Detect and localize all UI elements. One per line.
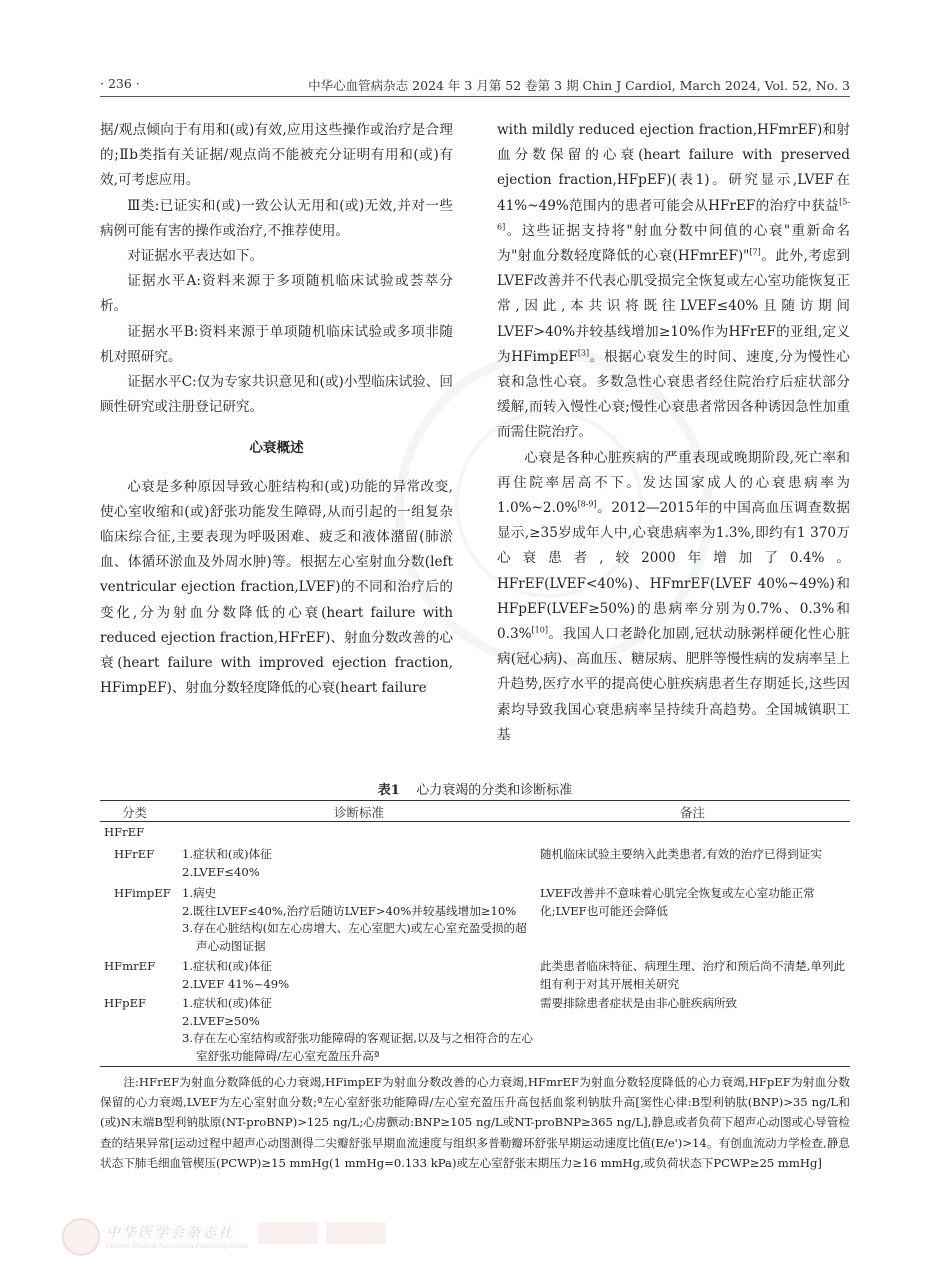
paragraph: with mildly reduced ejection fraction,HFmrEF)和射血分数保留的心衰(heart failure with preserved ejection fraction,HFpEF)(表1)。研究显示,LVEF在41%~49%范围内的患者可能会从HFrEF的治疗中获益[5-6]。这些证据支持将"射血分数中间值的心衰"重新命名为"射血分数轻度降低的心衰(HFmrEF)"[7]。此外,考虑到LVEF改善并不代表心肌受损完全恢复或左心室功能恢复正常,因此,本共识将既往LVEF≤40%且随访期间LVEF>40%并较基线增加≥10%作为HFrEF的亚组,定义为HFimpEF[3]。根据心衰发生的时间、速度,分为慢性心衰和急性心衰。多数急性心衰患者经住院治疗后症状部分缓解,而转入慢性心衰;慢性心衰患者常因各种诱因急性加重而需住院治疗。 bbox=[497, 122, 850, 441]
paragraph: 证据水平A:资料来源于多项随机临床试验或荟萃分析。 bbox=[100, 273, 453, 315]
publisher-mark-icon bbox=[258, 1222, 318, 1244]
table-cell: HFrEF bbox=[104, 825, 145, 839]
table-cell: HFimpEF bbox=[114, 886, 171, 900]
table-cell: HFrEF bbox=[114, 847, 155, 861]
citation-ref[interactable]: [8-9] bbox=[577, 499, 597, 509]
table-top-rule bbox=[100, 800, 850, 801]
column-header: 诊断标准 bbox=[334, 805, 385, 820]
paragraph: 据/观点倾向于有用和(或)有效,应用这些操作或治疗是合理的;Ⅱb类指有关证据/观点尚不能被充分证明有用和(或)有效,可考虑应用。 bbox=[100, 122, 453, 189]
table-number: 表1 bbox=[377, 783, 400, 798]
paragraph: 证据水平C:仅为专家共识意见和(或)小型临床试验、回顾性研究或注册登记研究。 bbox=[100, 374, 453, 416]
citation-ref[interactable]: [10] bbox=[531, 625, 548, 635]
table-cell: 1.症状和(或)体征 2.LVEF≤40% bbox=[182, 847, 272, 879]
paragraph: Ⅲ类:已证实和(或)一致公认无用和(或)无效,并对一些病例可能有害的操作或治疗,不推荐使用。 bbox=[100, 197, 453, 239]
table-cell: 随机临床试验主要纳入此类患者,有效的治疗已得到证实 bbox=[540, 847, 822, 861]
running-header bbox=[100, 74, 850, 96]
right-column bbox=[497, 118, 850, 748]
table-cell: 1.病史 2.既往LVEF≤40%,治疗后随访LVEF>40%并较基线增加≥10% 3.存在心脏结构(如左心房增大、左心室肥大)或左心室充盈受损的超声心动图证据 bbox=[182, 886, 527, 953]
table-caption bbox=[0, 779, 950, 798]
table-header-rule bbox=[100, 821, 850, 822]
table-cell: HFpEF bbox=[104, 996, 147, 1010]
publisher-name: 中华医学会杂志社 bbox=[106, 1225, 234, 1241]
publisher-name-en: Chinese Medical Association Publishing House bbox=[106, 1243, 249, 1250]
citation-ref[interactable]: [3] bbox=[577, 348, 590, 358]
left-column bbox=[100, 118, 453, 701]
paragraph: 对证据水平表达如下。 bbox=[127, 248, 264, 265]
journal-citation: 中华心血管病杂志 2024 年 3 月第 52 卷第 3 期 Chin J Cardiol, March 2024, Vol. 52, No. 3 bbox=[308, 78, 850, 93]
citation-ref[interactable]: [7] bbox=[749, 247, 761, 257]
publisher-mark-icon bbox=[326, 1222, 386, 1244]
table-title: 心力衰竭的分类和诊断标准 bbox=[416, 783, 573, 798]
publisher-logo bbox=[62, 1216, 372, 1258]
column-header: 分类 bbox=[122, 805, 148, 820]
paragraph: 心衰是多种原因导致心脏结构和(或)功能的异常改变,使心室收缩和(或)舒张功能发生障碍,从而引起的一组复杂临床综合征,主要表现为呼吸困难、疲乏和液体潴留(肺淤血、体循环淤血及外周水肿)等。根据左心室射血分数(left ventricular ejection fraction,LVEF)的不同和治疗后的变化,分为射血分数降低的心衰(heart failure with reduced ejection fraction,HFrEF)、射血分数改善的心衰(heart failure with improved ejection fraction, HFimpEF)、射血分数轻度降低的心衰(heart failure bbox=[100, 478, 453, 697]
column-header: 备注 bbox=[680, 805, 706, 820]
table-cell: LVEF改善并不意味着心肌完全恢复或左心室功能正常化;LVEF也可能还会降低 bbox=[540, 886, 815, 918]
header-rule bbox=[100, 96, 850, 97]
publisher-seal-icon bbox=[62, 1218, 100, 1256]
section-heading: 心衰概述 bbox=[249, 440, 304, 457]
table-cell: 需要排除患者症状是由非心脏疾病所致 bbox=[540, 996, 738, 1010]
table-cell: 1.症状和(或)体征 2.LVEF 41%~49% bbox=[182, 959, 290, 991]
table-footnote: 注:HFrEF为射血分数降低的心力衰竭,HFimpEF为射血分数改善的心力衰竭,HFmrEF为射血分数轻度降低的心力衰竭,HFpEF为射血分数保留的心力衰竭,LVEF为左心室射血分数;ª左心室舒张功能障碍/左心室充盈压升高包括血浆利钠肽升高[窦性心律:B型利钠肽(BNP)>35 ng/L和(或)N末端B型利钠肽原(NT-proBNP)>125 ng/L;心房颤动:BNP≥105 ng/L或NT-proBNP≥365 ng/L],静息或者负荷下超声心动图或心导管检查的结果异常[运动过程中超声心动图测得二尖瓣舒张早期血流速度与组织多普勒瓣环舒张早期运动速度比值(E/e')>14。有创血流动力学检查,静息状态下肺毛细血管楔压(PCWP)≥15 mmHg(1 mmHg=0.133 kPa)或左心室舒张末期压力≥16 mmHg,或负荷状态下PCWP≥25 mmHg] bbox=[100, 1075, 850, 1170]
table-cell: HFmrEF bbox=[104, 959, 156, 973]
citation-ref[interactable]: [5-6] bbox=[497, 197, 850, 232]
table-bottom-rule bbox=[100, 1066, 850, 1067]
table-cell: 此类患者临床特征、病理生理、治疗和预后尚不清楚,单列此组有利于对其开展相关研究 bbox=[540, 959, 846, 991]
page-number: · 236 · bbox=[100, 76, 140, 91]
paragraph: 证据水平B:资料来源于单项随机临床试验或多项非随机对照研究。 bbox=[100, 323, 453, 365]
paragraph: 心衰是各种心脏疾病的严重表现或晚期阶段,死亡率和再住院率居高不下。发达国家成人的心衰患病率为1.0%~2.0%[8-9]。2012—2015年的中国高血压调查数据显示,≥35岁成年人中,心衰患病率为1.3%,即约有1 370万心衰患者,较2000年增加了0.4%。HFrEF(LVEF<40%)、HFmrEF(LVEF 40%~49%)和HFpEF(LVEF≥50%)的患病率分别为0.7%、0.3%和0.3%[10]。我国人口老龄化加剧,冠状动脉粥样硬化性心脏病(冠心病)、高血压、糖尿病、肥胖等慢性病的发病率呈上升趋势,医疗水平的提高使心脏疾病患者生存期延长,这些因素均导致我国心衰患病率呈持续升高趋势。全国城镇职工基 bbox=[497, 449, 850, 743]
table-cell: 1.症状和(或)体征 2.LVEF≥50% 3.存在左心室结构或舒张功能障碍的客观证据,以及与之相符合的左心室舒张功能障碍/左心室充盈压升高ª bbox=[182, 996, 533, 1063]
